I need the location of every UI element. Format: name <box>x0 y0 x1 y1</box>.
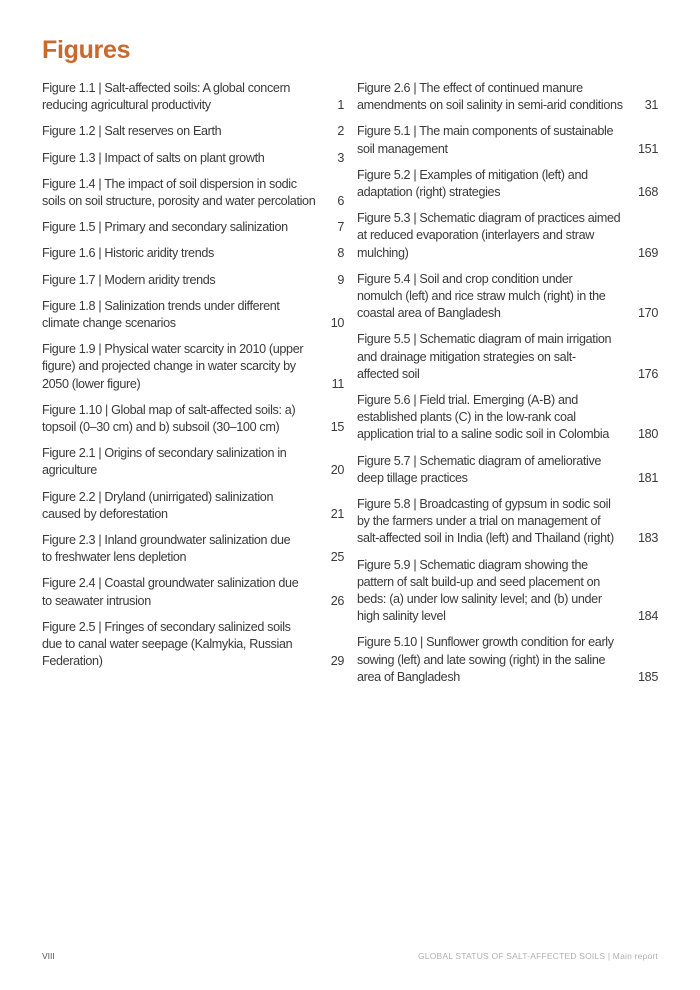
figure-caption-line: caused by deforestation <box>42 506 168 521</box>
figure-list-item[interactable] <box>357 123 658 157</box>
figure-caption-line: reducing agricultural productivity <box>42 98 211 113</box>
figure-caption-line: adaptation (right) strategies <box>357 185 501 200</box>
figure-list-item[interactable] <box>42 445 344 479</box>
figure-page-number: 176 <box>638 366 658 381</box>
figure-page-number: 26 <box>330 593 344 608</box>
figure-caption-line: Figure 1.9 | Physical water scarcity in 2010 (upper <box>42 342 304 357</box>
figure-caption-line: Figure 5.10 | Sunflower growth condition for early <box>357 635 614 650</box>
page-title: Figures <box>42 36 131 64</box>
figure-caption-line: Figure 1.4 | The impact of soil dispersion in sodic <box>42 176 297 191</box>
figure-list-item[interactable] <box>42 272 344 289</box>
figure-page-number: 7 <box>337 220 344 235</box>
figure-caption-line: figure) and projected change in water scarcity by <box>42 359 296 374</box>
figure-page-number: 3 <box>337 150 344 165</box>
figure-page-number: 151 <box>638 141 658 156</box>
figure-list-item[interactable] <box>357 496 658 548</box>
figure-page-number: 1 <box>337 98 344 113</box>
figure-caption-line: Federation) <box>42 654 103 669</box>
figure-list-item[interactable] <box>357 557 658 626</box>
figure-caption-line: Figure 2.2 | Dryland (unirrigated) salinization <box>42 489 274 504</box>
figure-caption-line: pattern of salt build-up and seed placement on <box>357 574 600 589</box>
figure-list-item[interactable] <box>357 80 658 114</box>
figure-caption-line: Figure 5.8 | Broadcasting of gypsum in sodic soil <box>357 497 611 512</box>
figure-list-item[interactable] <box>42 575 344 609</box>
figure-caption-line: topsoil (0–30 cm) and b) subsoil (30–100 cm) <box>42 420 280 435</box>
figure-list-item[interactable] <box>42 150 344 167</box>
figure-list-item[interactable] <box>357 453 658 487</box>
figure-caption-line: Figure 5.5 | Schematic diagram of main irrigation <box>357 332 612 347</box>
figure-caption-line: Figure 2.1 | Origins of secondary salinization in <box>42 446 287 461</box>
page-number: VIII <box>42 951 55 961</box>
figure-caption-line: at reduced evaporation (interlayers and straw <box>357 228 594 243</box>
figure-page-number: 169 <box>638 245 658 260</box>
figure-caption-line: Figure 1.1 | Salt-affected soils: A global concern <box>42 81 291 95</box>
figure-list-item[interactable] <box>357 634 658 686</box>
figure-caption-line: mulching) <box>357 245 409 260</box>
figure-list-item[interactable] <box>42 123 344 140</box>
figure-caption-line: sowing (left) and late sowing (right) in the saline <box>357 652 606 667</box>
figure-caption-line: Figure 1.6 | Historic aridity trends <box>42 246 214 261</box>
figure-caption-line: Figure 5.2 | Examples of mitigation (left) and <box>357 167 588 182</box>
figure-list-item[interactable] <box>42 489 344 523</box>
figure-caption-line: Figure 1.8 | Salinization trends under different <box>42 298 280 313</box>
figure-caption-line: Figure 2.5 | Fringes of secondary salinized soils <box>42 619 291 634</box>
figure-caption-line: Figure 2.6 | The effect of continued manure <box>357 81 583 95</box>
figure-page-number: 180 <box>638 427 658 442</box>
figure-caption-line: Figure 1.10 | Global map of salt-affected soils: a) <box>42 402 296 417</box>
figure-page-number: 10 <box>330 316 344 331</box>
figure-list-item[interactable] <box>357 210 658 262</box>
figure-list-item[interactable] <box>42 219 344 236</box>
figure-page-number: 11 <box>331 376 344 391</box>
figure-caption-line: agriculture <box>42 463 97 478</box>
figure-page-number: 15 <box>330 420 344 435</box>
figure-caption-line: climate change scenarios <box>42 316 176 331</box>
running-title: GLOBAL STATUS OF SALT-AFFECTED SOILS | Main report <box>417 951 658 961</box>
figure-caption-line: and drainage mitigation strategies on salt- <box>357 349 576 364</box>
figure-page-number: 9 <box>337 272 344 287</box>
figure-caption-line: Figure 5.3 | Schematic diagram of practices aimed <box>357 211 621 226</box>
figure-page-number: 185 <box>638 669 658 684</box>
figure-caption-line: Figure 1.7 | Modern aridity trends <box>42 272 216 287</box>
figure-caption-line: Figure 1.3 | Impact of salts on plant growth <box>42 150 265 165</box>
figure-caption-line: salt-affected soil in India (left) and Thailand (right) <box>357 531 614 546</box>
figure-caption-line: high salinity level <box>357 609 446 624</box>
figure-caption-line: Figure 2.4 | Coastal groundwater salinization due <box>42 576 299 591</box>
figure-page-number: 2 <box>337 124 344 139</box>
figure-list-item[interactable] <box>42 532 344 566</box>
figures-list-left <box>42 80 344 679</box>
figure-caption-line: beds: (a) under low salinity level; and (b) under <box>357 592 602 607</box>
figure-list-item[interactable] <box>42 619 344 671</box>
figure-caption-line: due to canal water seepage (Kalmykia, Russian <box>42 637 293 652</box>
figure-list-item[interactable] <box>42 298 344 332</box>
figure-caption-line: Figure 5.6 | Field trial. Emerging (A-B) and <box>357 393 578 408</box>
figure-page-number: 31 <box>644 98 658 113</box>
figure-list-item[interactable] <box>42 402 344 436</box>
figure-caption-line: amendments on soil salinity in semi-arid conditions <box>357 98 623 113</box>
figure-caption-line: soils on soil structure, porosity and water percolation <box>42 194 316 209</box>
figure-caption-line: coastal area of Bangladesh <box>357 306 501 321</box>
figure-caption-line: by the farmers under a trial on management of <box>357 514 601 529</box>
figure-caption-line: nomulch (left) and rice straw mulch (right) in the <box>357 289 606 304</box>
figure-list-item[interactable] <box>42 176 344 210</box>
figure-page-number: 170 <box>638 306 658 321</box>
figure-caption-line: to seawater intrusion <box>42 593 151 608</box>
figure-caption-line: established plants (C) in the low-rank coal <box>357 410 576 425</box>
figure-page-number: 168 <box>638 185 658 200</box>
figure-caption-line: Figure 5.9 | Schematic diagram showing the <box>357 557 588 572</box>
figure-page-number: 183 <box>638 531 658 546</box>
figure-page-number: 6 <box>337 194 344 209</box>
figure-list-item[interactable] <box>357 271 658 323</box>
figure-page-number: 184 <box>638 609 658 624</box>
figure-caption-line: deep tillage practices <box>357 470 468 485</box>
figure-caption-line: application trial to a saline sodic soil in Colombia <box>357 427 610 442</box>
figure-caption-line: Figure 1.5 | Primary and secondary salinization <box>42 220 288 235</box>
figure-page-number: 21 <box>330 506 344 521</box>
figure-list-item[interactable] <box>42 341 344 393</box>
figure-page-number: 29 <box>330 654 344 669</box>
figure-page-number: 8 <box>337 246 344 261</box>
figure-caption-line: soil management <box>357 141 448 156</box>
figure-list-item[interactable] <box>357 331 658 383</box>
figure-caption-line: to freshwater lens depletion <box>42 550 187 565</box>
figure-list-item[interactable] <box>42 245 344 262</box>
figures-list-right <box>357 80 658 695</box>
figure-caption-line: affected soil <box>357 366 420 381</box>
figure-list-item[interactable] <box>42 80 344 114</box>
figure-caption-line: Figure 5.7 | Schematic diagram of ameliorative <box>357 453 602 468</box>
figure-caption-line: Figure 5.4 | Soil and crop condition under <box>357 271 573 286</box>
figure-list-item[interactable] <box>357 392 658 444</box>
figure-caption-line: Figure 5.1 | The main components of sustainable <box>357 124 614 139</box>
figure-page-number: 181 <box>638 470 658 485</box>
figure-caption-line: Figure 1.2 | Salt reserves on Earth <box>42 124 222 139</box>
figure-caption-line: Figure 2.3 | Inland groundwater salinization due <box>42 533 291 548</box>
figure-page-number: 25 <box>330 550 344 565</box>
figure-caption-line: 2050 (lower figure) <box>42 376 141 391</box>
figure-page-number: 20 <box>330 463 344 478</box>
figure-caption-line: area of Bangladesh <box>357 669 460 684</box>
figure-list-item[interactable] <box>357 167 658 201</box>
